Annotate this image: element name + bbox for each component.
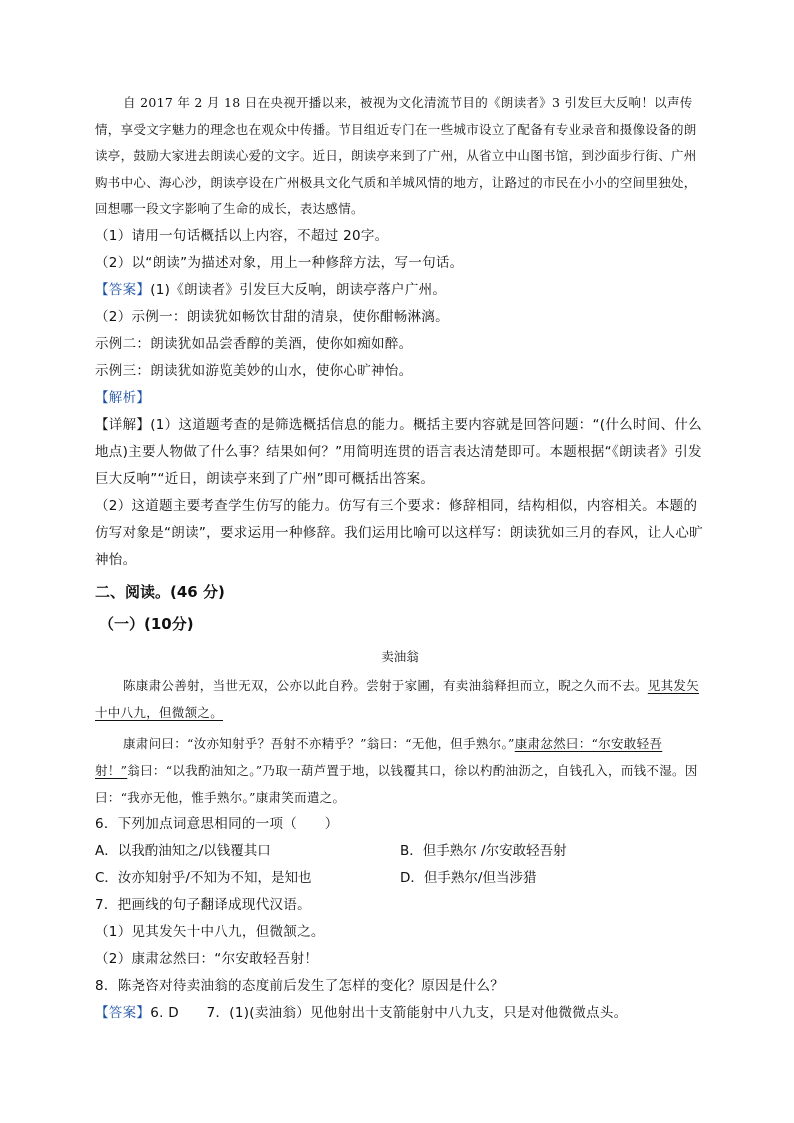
answer-tag-2: 【答案】 — [95, 1004, 151, 1021]
detail-2: （2）这道题主要考查学生仿写的能力。仿写有三个要求：修辞相同，结构相似，内容相关。本题的仿写对象是“朗读”，要求运用一种修辞。我们运用比喻可以这样写：朗读犹如三月的春风，让人心旷神怡。 — [95, 497, 703, 568]
story-para1-text: 陈康肃公善射，当世无双，公亦以此自矜。尝射于家圃，有卖油翁释担而立，睨之久而不去。 — [123, 677, 648, 693]
document-page — [95, 90, 705, 1027]
answer-line-3: 示例二：朗读犹如品尝香醇的美酒，使你如痴如醉。 — [95, 335, 413, 352]
underlined-sentence-2: 康肃忿然曰：“尔安敢轻吾射！” — [95, 735, 663, 778]
question-1: （1）请用一句话概括以上内容，不超过 20字。 — [95, 227, 389, 244]
answer-line-1 — [95, 277, 705, 304]
option-b: B．但手熟尔 /尔安敢轻吾射 — [400, 842, 567, 859]
story-paragraph-1 — [95, 672, 705, 726]
option-a: A．以我酌油知之/以钱覆其口 — [95, 842, 271, 859]
section-heading: 二、阅读。(46 分) — [95, 582, 225, 601]
question-7-2: （2）康肃忿然曰：“尔安敢轻吾射！ — [95, 950, 319, 967]
story-paragraph-2 — [95, 730, 705, 811]
answer-text-final: 6. D 7．(1)(卖油翁）见他射出十支箭能射中八九支，只是对他微微点头。 — [150, 1004, 628, 1021]
option-c: C．汝亦知射乎/不知为不知，是知也 — [95, 869, 312, 886]
answer-text-1: (1)《朗读者》引发巨大反响，朗读亭落户广州。 — [150, 281, 447, 298]
options-row-2 — [95, 865, 705, 892]
detail-tag: 【详解】 — [95, 416, 151, 433]
question-7: 7．把画线的句子翻译成现代汉语。 — [95, 896, 311, 913]
options-row-1 — [95, 838, 705, 865]
detail-text-1: (1）这道题考查的是筛选概括信息的能力。概括主要内容就是回答问题：“(什么时间、什么地点)主要人物做了什么事？结果如何？”用简明连贯的语言表达清楚即可。本题根据“《朗读者》引发巨大反响”“近日，朗读亭来到了广州”即可概括出答案。 — [95, 416, 702, 487]
story-para2-text-a: 康肃问曰：“汝亦知射乎？吾射不亦精乎？”翁曰：“无他，但手熟尔。” — [123, 735, 515, 751]
story-para2-text-c: 翁曰：“以我酌油知之。”乃取一葫芦置于地，以钱覆其口，徐以杓酌油沥之，自钱孔入，而钱不湿。因曰：“我亦无他，惟手熟尔。”康肃笑而遣之。 — [95, 762, 698, 805]
answer-line-4: 示例三：朗读犹如游览美妙的山水，使你心旷神怡。 — [95, 362, 413, 379]
intro-paragraph: 自 2017 年 2 月 18 日在央视开播以来，被视为文化清流节目的《朗读者》3 引发巨大反响！以声传情，享受文字魅力的理念也在观众中传播。节目组近专门在一些城市设立了配备有专业录音和摄像设备的朗读亭，鼓励大家进去朗读心爱的文字。近日，朗读亭来到了广州，从省立中山图书馆，到沙面步行街、广州购书中心、海心沙，朗读亭设在广州极具文化气质和羊城风情的地方，让路过的市民在小小的空间里独处，回想哪一段文字影响了生命的成长，表达感情。 — [95, 95, 697, 216]
story-title: 卖油翁 — [381, 648, 419, 664]
question-7-1: （1）见其发矢十中八九，但微颔之。 — [95, 923, 325, 940]
analysis-tag: 【解析】 — [95, 389, 151, 406]
option-d: D．但手熟尔/但当涉猎 — [400, 869, 537, 886]
question-6: 6．下列加点词意思相同的一项（ ） — [95, 815, 339, 832]
answer-line-2: （2）示例一：朗读犹如畅饮甘甜的清泉，使你酣畅淋漓。 — [95, 308, 449, 325]
question-2: （2）以“朗读”为描述对象，用上一种修辞方法，写一句话。 — [95, 254, 464, 271]
detail-1 — [95, 412, 705, 493]
answer-tag: 【答案】 — [95, 281, 151, 298]
answer-line-final — [95, 1000, 705, 1027]
question-8: 8．陈尧咨对待卖油翁的态度前后发生了怎样的变化？原因是什么？ — [95, 977, 505, 994]
underlined-sentence-1: 见其发矢十中八九，但微颔之。 — [95, 677, 700, 720]
sub-heading: （一）(10分) — [99, 614, 194, 633]
